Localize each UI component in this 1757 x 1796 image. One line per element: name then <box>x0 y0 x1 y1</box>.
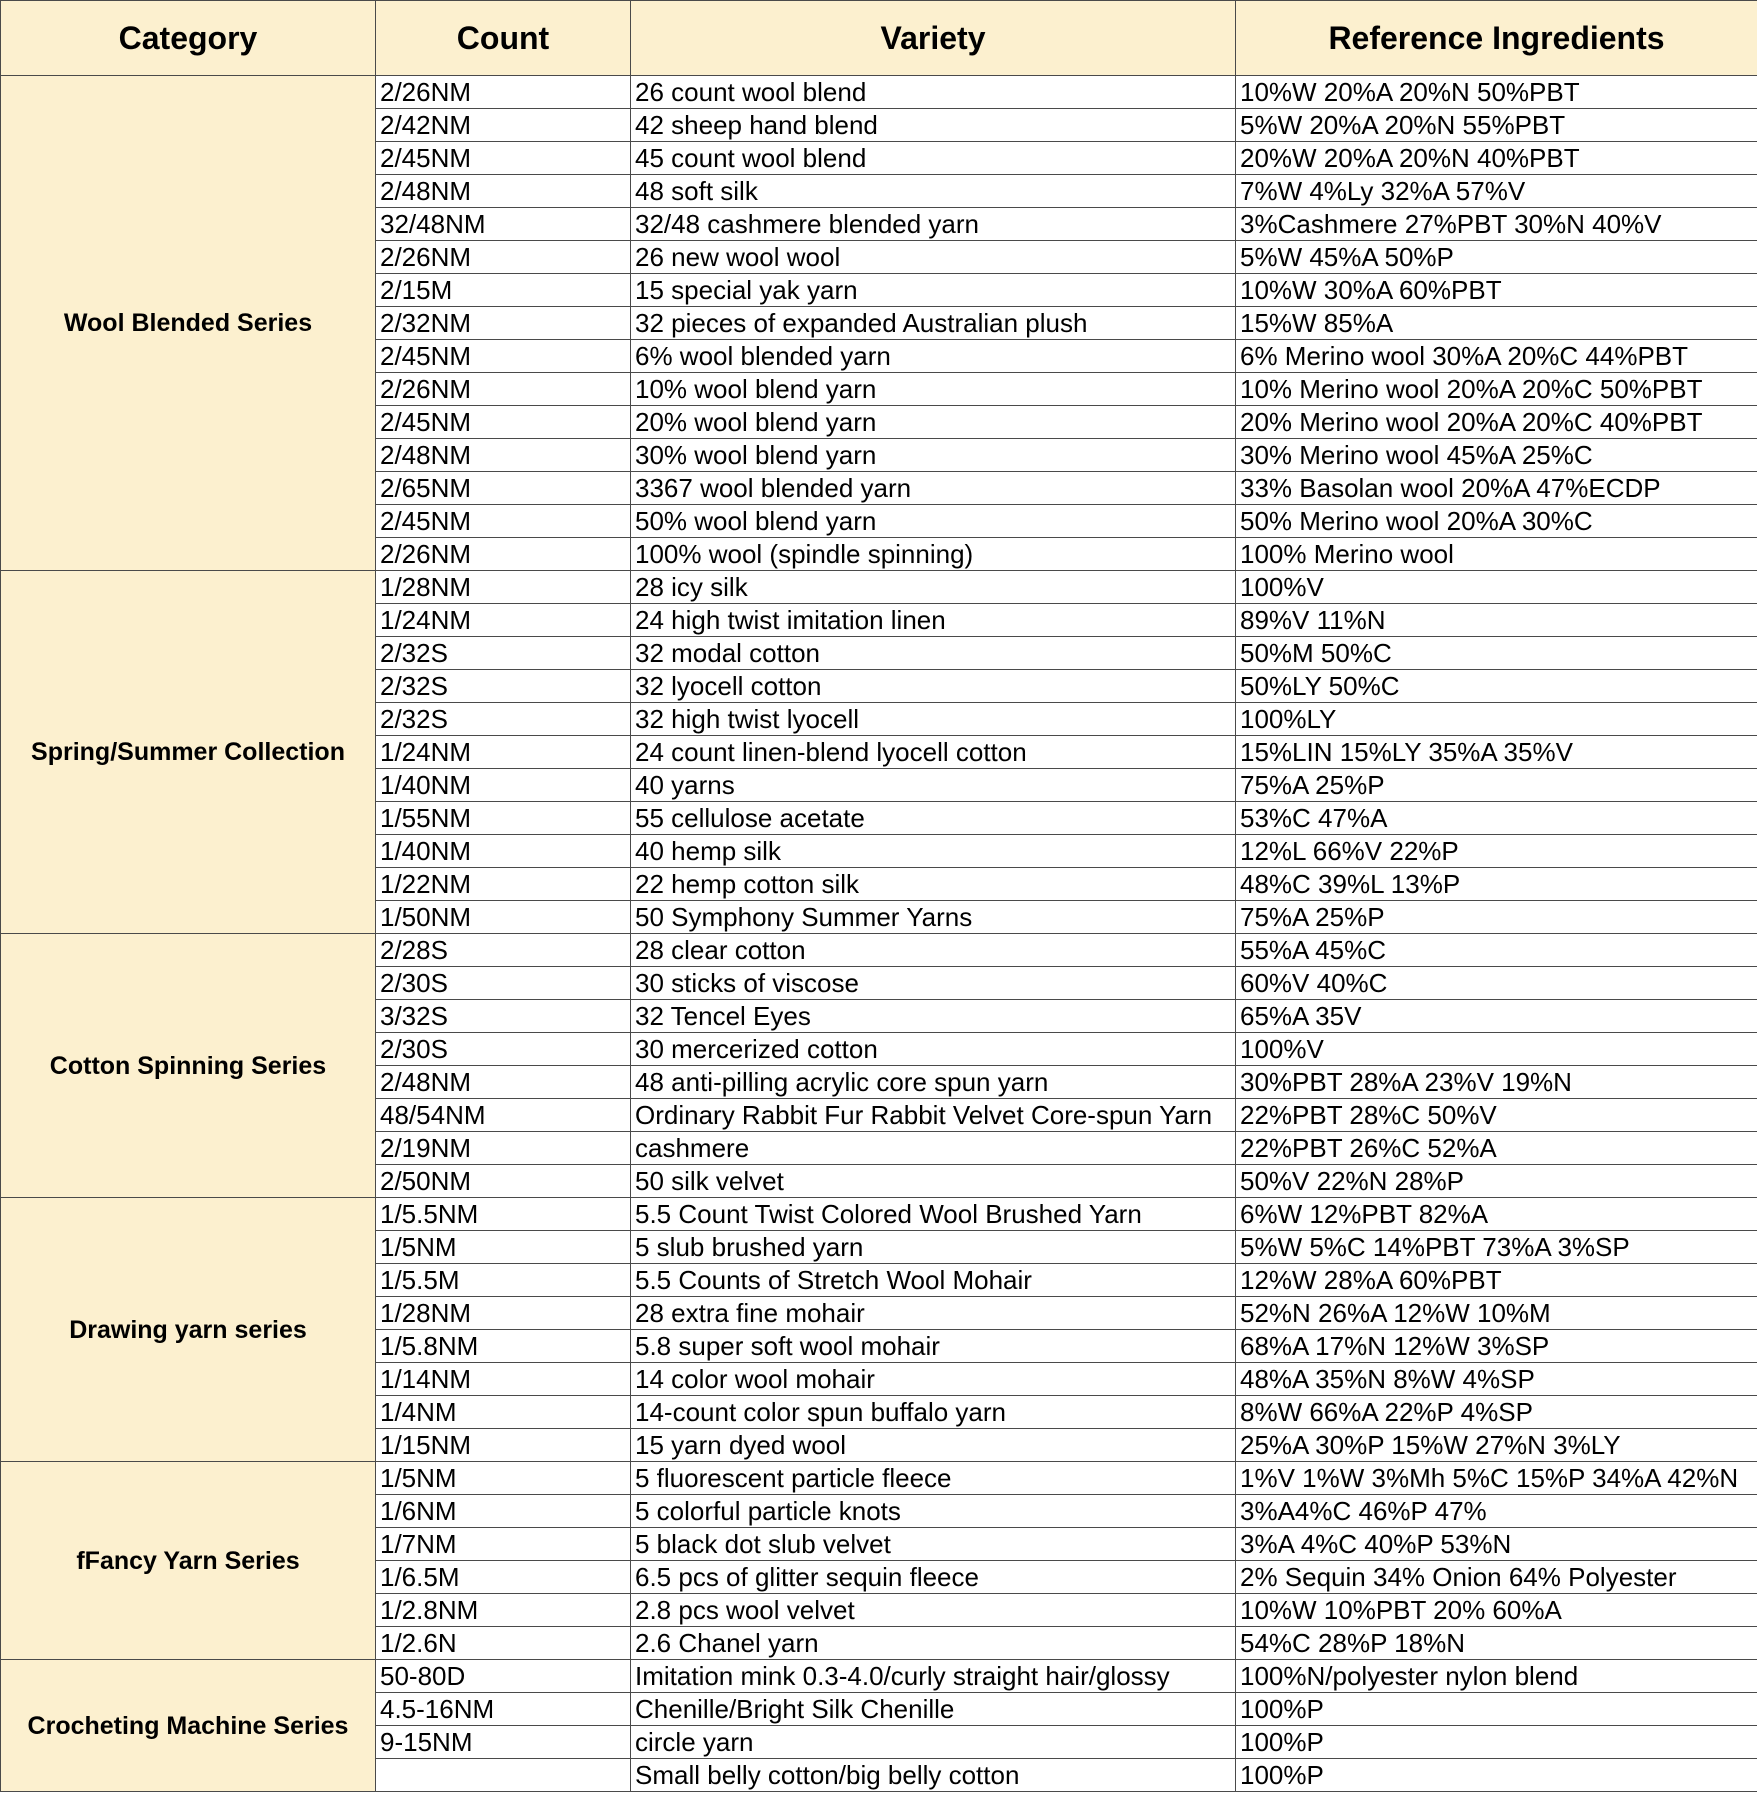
ingredients-cell[interactable]: 48%C 39%L 13%P <box>1236 868 1757 901</box>
variety-cell[interactable]: 2.8 pcs wool velvet <box>631 1594 1236 1627</box>
count-cell[interactable]: 32/48NM <box>376 208 631 241</box>
variety-cell[interactable]: 32 high twist lyocell <box>631 703 1236 736</box>
count-cell[interactable]: 2/48NM <box>376 175 631 208</box>
count-cell[interactable]: 1/6NM <box>376 1495 631 1528</box>
count-cell[interactable]: 1/2.8NM <box>376 1594 631 1627</box>
variety-cell[interactable]: 45 count wool blend <box>631 142 1236 175</box>
count-cell[interactable]: 50-80D <box>376 1660 631 1693</box>
count-cell[interactable]: 2/45NM <box>376 505 631 538</box>
count-cell[interactable]: 2/26NM <box>376 76 631 109</box>
count-cell[interactable]: 1/14NM <box>376 1363 631 1396</box>
ingredients-cell[interactable]: 100%P <box>1236 1759 1757 1792</box>
ingredients-cell[interactable]: 100% Merino wool <box>1236 538 1757 571</box>
header-count[interactable]: Count <box>376 1 631 76</box>
count-cell[interactable]: 3/32S <box>376 1000 631 1033</box>
count-cell[interactable]: 1/15NM <box>376 1429 631 1462</box>
ingredients-cell[interactable]: 15%W 85%A <box>1236 307 1757 340</box>
ingredients-cell[interactable]: 48%A 35%N 8%W 4%SP <box>1236 1363 1757 1396</box>
count-cell[interactable]: 2/42NM <box>376 109 631 142</box>
table-body <box>1 76 1757 1792</box>
variety-cell[interactable]: Chenille/Bright Silk Chenille <box>631 1693 1236 1726</box>
count-cell[interactable]: 2/45NM <box>376 406 631 439</box>
variety-cell[interactable]: 24 high twist imitation linen <box>631 604 1236 637</box>
variety-cell[interactable]: 30% wool blend yarn <box>631 439 1236 472</box>
count-cell[interactable]: 1/50NM <box>376 901 631 934</box>
ingredients-cell[interactable]: 50%M 50%C <box>1236 637 1757 670</box>
count-cell[interactable]: 2/48NM <box>376 439 631 472</box>
ingredients-cell[interactable]: 53%C 47%A <box>1236 802 1757 835</box>
ingredients-cell[interactable]: 22%PBT 26%C 52%A <box>1236 1132 1757 1165</box>
count-cell[interactable]: 2/26NM <box>376 538 631 571</box>
table-row <box>1 1462 1757 1495</box>
header-ingredients[interactable]: Reference Ingredients <box>1236 1 1757 76</box>
variety-cell[interactable]: 5 colorful particle knots <box>631 1495 1236 1528</box>
count-cell[interactable]: 1/2.6N <box>376 1627 631 1660</box>
count-cell[interactable]: 1/7NM <box>376 1528 631 1561</box>
ingredients-cell[interactable]: 100%N/polyester nylon blend <box>1236 1660 1757 1693</box>
ingredients-cell[interactable]: 54%C 28%P 18%N <box>1236 1627 1757 1660</box>
ingredients-cell[interactable]: 7%W 4%Ly 32%A 57%V <box>1236 175 1757 208</box>
ingredients-cell[interactable]: 22%PBT 28%C 50%V <box>1236 1099 1757 1132</box>
variety-cell[interactable]: 40 hemp silk <box>631 835 1236 868</box>
ingredients-cell[interactable]: 50% Merino wool 20%A 30%C <box>1236 505 1757 538</box>
count-cell[interactable]: 2/32S <box>376 703 631 736</box>
variety-cell[interactable]: cashmere <box>631 1132 1236 1165</box>
variety-cell[interactable]: 48 anti-pilling acrylic core spun yarn <box>631 1066 1236 1099</box>
variety-cell[interactable]: 30 mercerized cotton <box>631 1033 1236 1066</box>
variety-cell[interactable]: 6.5 pcs of glitter sequin fleece <box>631 1561 1236 1594</box>
category-cell[interactable]: fFancy Yarn Series <box>1 1462 376 1660</box>
variety-cell[interactable]: 5 black dot slub velvet <box>631 1528 1236 1561</box>
ingredients-cell[interactable]: 33% Basolan wool 20%A 47%ECDP <box>1236 472 1757 505</box>
count-cell[interactable]: 48/54NM <box>376 1099 631 1132</box>
variety-cell[interactable]: 55 cellulose acetate <box>631 802 1236 835</box>
count-cell[interactable]: 2/15M <box>376 274 631 307</box>
variety-cell[interactable]: 6% wool blended yarn <box>631 340 1236 373</box>
ingredients-cell[interactable]: 8%W 66%A 22%P 4%SP <box>1236 1396 1757 1429</box>
variety-cell[interactable]: 28 icy silk <box>631 571 1236 604</box>
count-cell[interactable]: 1/40NM <box>376 835 631 868</box>
ingredients-cell[interactable]: 20% Merino wool 20%A 20%C 40%PBT <box>1236 406 1757 439</box>
variety-cell[interactable]: 26 new wool wool <box>631 241 1236 274</box>
variety-cell[interactable]: 30 sticks of viscose <box>631 967 1236 1000</box>
count-cell[interactable]: 2/45NM <box>376 340 631 373</box>
variety-cell[interactable]: 42 sheep hand blend <box>631 109 1236 142</box>
variety-cell[interactable]: circle yarn <box>631 1726 1236 1759</box>
variety-cell[interactable]: 3367 wool blended yarn <box>631 472 1236 505</box>
ingredients-cell[interactable]: 30% Merino wool 45%A 25%C <box>1236 439 1757 472</box>
category-cell[interactable]: Crocheting Machine Series <box>1 1660 376 1792</box>
variety-cell[interactable]: 24 count linen-blend lyocell cotton <box>631 736 1236 769</box>
count-cell[interactable]: 2/28S <box>376 934 631 967</box>
ingredients-cell[interactable]: 65%A 35V <box>1236 1000 1757 1033</box>
ingredients-cell[interactable]: 5%W 5%C 14%PBT 73%A 3%SP <box>1236 1231 1757 1264</box>
table-row <box>1 934 1757 967</box>
header-variety[interactable]: Variety <box>631 1 1236 76</box>
ingredients-cell[interactable]: 75%A 25%P <box>1236 901 1757 934</box>
variety-cell[interactable]: 5 slub brushed yarn <box>631 1231 1236 1264</box>
ingredients-cell[interactable]: 30%PBT 28%A 23%V 19%N <box>1236 1066 1757 1099</box>
count-cell[interactable]: 1/5NM <box>376 1462 631 1495</box>
header-row <box>1 1 1757 76</box>
count-cell[interactable]: 1/5NM <box>376 1231 631 1264</box>
ingredients-cell[interactable]: 3%A4%C 46%P 47% <box>1236 1495 1757 1528</box>
ingredients-cell[interactable]: 3%Cashmere 27%PBT 30%N 40%V <box>1236 208 1757 241</box>
count-cell[interactable] <box>376 1759 631 1792</box>
header-category[interactable]: Category <box>1 1 376 76</box>
ingredients-cell[interactable]: 5%W 20%A 20%N 55%PBT <box>1236 109 1757 142</box>
ingredients-cell[interactable]: 1%V 1%W 3%Mh 5%C 15%P 34%A 42%N <box>1236 1462 1757 1495</box>
count-cell[interactable]: 1/5.5M <box>376 1264 631 1297</box>
variety-cell[interactable]: 2.6 Chanel yarn <box>631 1627 1236 1660</box>
ingredients-cell[interactable]: 12%L 66%V 22%P <box>1236 835 1757 868</box>
ingredients-cell[interactable]: 55%A 45%C <box>1236 934 1757 967</box>
ingredients-cell[interactable]: 2% Sequin 34% Onion 64% Polyester <box>1236 1561 1757 1594</box>
ingredients-cell[interactable]: 15%LIN 15%LY 35%A 35%V <box>1236 736 1757 769</box>
ingredients-cell[interactable]: 100%V <box>1236 1033 1757 1066</box>
ingredients-cell[interactable]: 5%W 45%A 50%P <box>1236 241 1757 274</box>
variety-cell[interactable]: 5 fluorescent particle fleece <box>631 1462 1236 1495</box>
variety-cell[interactable]: 50 Symphony Summer Yarns <box>631 901 1236 934</box>
variety-cell[interactable]: 15 special yak yarn <box>631 274 1236 307</box>
count-cell[interactable]: 2/30S <box>376 1033 631 1066</box>
variety-cell[interactable]: Small belly cotton/big belly cotton <box>631 1759 1236 1792</box>
ingredients-cell[interactable]: 10%W 20%A 20%N 50%PBT <box>1236 76 1757 109</box>
variety-cell[interactable]: Imitation mink 0.3-4.0/curly straight hair/glossy <box>631 1660 1236 1693</box>
count-cell[interactable]: 9-15NM <box>376 1726 631 1759</box>
ingredients-cell[interactable]: 89%V 11%N <box>1236 604 1757 637</box>
count-cell[interactable]: 2/26NM <box>376 373 631 406</box>
count-cell[interactable]: 1/40NM <box>376 769 631 802</box>
table-row <box>1 1198 1757 1231</box>
variety-cell[interactable]: 28 extra fine mohair <box>631 1297 1236 1330</box>
variety-cell[interactable]: 48 soft silk <box>631 175 1236 208</box>
count-cell[interactable]: 4.5-16NM <box>376 1693 631 1726</box>
variety-cell[interactable]: 32 pieces of expanded Australian plush <box>631 307 1236 340</box>
count-cell[interactable]: 2/32S <box>376 670 631 703</box>
count-cell[interactable]: 2/32S <box>376 637 631 670</box>
count-cell[interactable]: 2/30S <box>376 967 631 1000</box>
count-cell[interactable]: 2/45NM <box>376 142 631 175</box>
variety-cell[interactable]: 28 clear cotton <box>631 934 1236 967</box>
ingredients-cell[interactable]: 12%W 28%A 60%PBT <box>1236 1264 1757 1297</box>
variety-cell[interactable]: 50% wool blend yarn <box>631 505 1236 538</box>
ingredients-cell[interactable]: 75%A 25%P <box>1236 769 1757 802</box>
variety-cell[interactable]: 14 color wool mohair <box>631 1363 1236 1396</box>
category-cell[interactable]: Wool Blended Series <box>1 76 376 571</box>
count-cell[interactable]: 1/6.5M <box>376 1561 631 1594</box>
variety-cell[interactable]: 26 count wool blend <box>631 76 1236 109</box>
ingredients-cell[interactable]: 3%A 4%C 40%P 53%N <box>1236 1528 1757 1561</box>
variety-cell[interactable]: 100% wool (spindle spinning) <box>631 538 1236 571</box>
count-cell[interactable]: 1/24NM <box>376 604 631 637</box>
count-cell[interactable]: 1/24NM <box>376 736 631 769</box>
variety-cell[interactable]: 5.5 Count Twist Colored Wool Brushed Yarn <box>631 1198 1236 1231</box>
count-cell[interactable]: 1/4NM <box>376 1396 631 1429</box>
variety-cell[interactable]: 5.5 Counts of Stretch Wool Mohair <box>631 1264 1236 1297</box>
ingredients-cell[interactable]: 6%W 12%PBT 82%A <box>1236 1198 1757 1231</box>
count-cell[interactable]: 2/48NM <box>376 1066 631 1099</box>
table-row <box>1 1660 1757 1693</box>
variety-cell[interactable]: 15 yarn dyed wool <box>631 1429 1236 1462</box>
ingredients-cell[interactable]: 52%N 26%A 12%W 10%M <box>1236 1297 1757 1330</box>
ingredients-cell[interactable]: 100%V <box>1236 571 1757 604</box>
count-cell[interactable]: 1/5.8NM <box>376 1330 631 1363</box>
variety-cell[interactable]: 32/48 cashmere blended yarn <box>631 208 1236 241</box>
variety-cell[interactable]: 50 silk velvet <box>631 1165 1236 1198</box>
count-cell[interactable]: 1/28NM <box>376 571 631 604</box>
count-cell[interactable]: 2/65NM <box>376 472 631 505</box>
ingredients-cell[interactable]: 25%A 30%P 15%W 27%N 3%LY <box>1236 1429 1757 1462</box>
variety-cell[interactable]: 20% wool blend yarn <box>631 406 1236 439</box>
ingredients-cell[interactable]: 100%LY <box>1236 703 1757 736</box>
category-cell[interactable]: Cotton Spinning Series <box>1 934 376 1198</box>
count-cell[interactable]: 1/5.5NM <box>376 1198 631 1231</box>
ingredients-cell[interactable]: 68%A 17%N 12%W 3%SP <box>1236 1330 1757 1363</box>
variety-cell[interactable]: 32 modal cotton <box>631 637 1236 670</box>
ingredients-cell[interactable]: 100%P <box>1236 1726 1757 1759</box>
ingredients-cell[interactable]: 100%P <box>1236 1693 1757 1726</box>
count-cell[interactable]: 2/19NM <box>376 1132 631 1165</box>
count-cell[interactable]: 1/28NM <box>376 1297 631 1330</box>
table-row <box>1 76 1757 109</box>
variety-cell[interactable]: 40 yarns <box>631 769 1236 802</box>
ingredients-cell[interactable]: 10%W 10%PBT 20% 60%A <box>1236 1594 1757 1627</box>
count-cell[interactable]: 2/26NM <box>376 241 631 274</box>
ingredients-cell[interactable]: 10%W 30%A 60%PBT <box>1236 274 1757 307</box>
count-cell[interactable]: 2/50NM <box>376 1165 631 1198</box>
count-cell[interactable]: 1/55NM <box>376 802 631 835</box>
variety-cell[interactable]: 10% wool blend yarn <box>631 373 1236 406</box>
ingredients-cell[interactable]: 50%V 22%N 28%P <box>1236 1165 1757 1198</box>
ingredients-cell[interactable]: 6% Merino wool 30%A 20%C 44%PBT <box>1236 340 1757 373</box>
ingredients-cell[interactable]: 20%W 20%A 20%N 40%PBT <box>1236 142 1757 175</box>
category-cell[interactable]: Drawing yarn series <box>1 1198 376 1462</box>
ingredients-cell[interactable]: 10% Merino wool 20%A 20%C 50%PBT <box>1236 373 1757 406</box>
variety-cell[interactable]: 22 hemp cotton silk <box>631 868 1236 901</box>
variety-cell[interactable]: 32 lyocell cotton <box>631 670 1236 703</box>
count-cell[interactable]: 2/32NM <box>376 307 631 340</box>
variety-cell[interactable]: 5.8 super soft wool mohair <box>631 1330 1236 1363</box>
variety-cell[interactable]: 32 Tencel Eyes <box>631 1000 1236 1033</box>
category-cell[interactable]: Spring/Summer Collection <box>1 571 376 934</box>
ingredients-cell[interactable]: 60%V 40%C <box>1236 967 1757 1000</box>
table-row <box>1 571 1757 604</box>
variety-cell[interactable]: 14-count color spun buffalo yarn <box>631 1396 1236 1429</box>
count-cell[interactable]: 1/22NM <box>376 868 631 901</box>
ingredients-cell[interactable]: 50%LY 50%C <box>1236 670 1757 703</box>
variety-cell[interactable]: Ordinary Rabbit Fur Rabbit Velvet Core-spun Yarn <box>631 1099 1236 1132</box>
